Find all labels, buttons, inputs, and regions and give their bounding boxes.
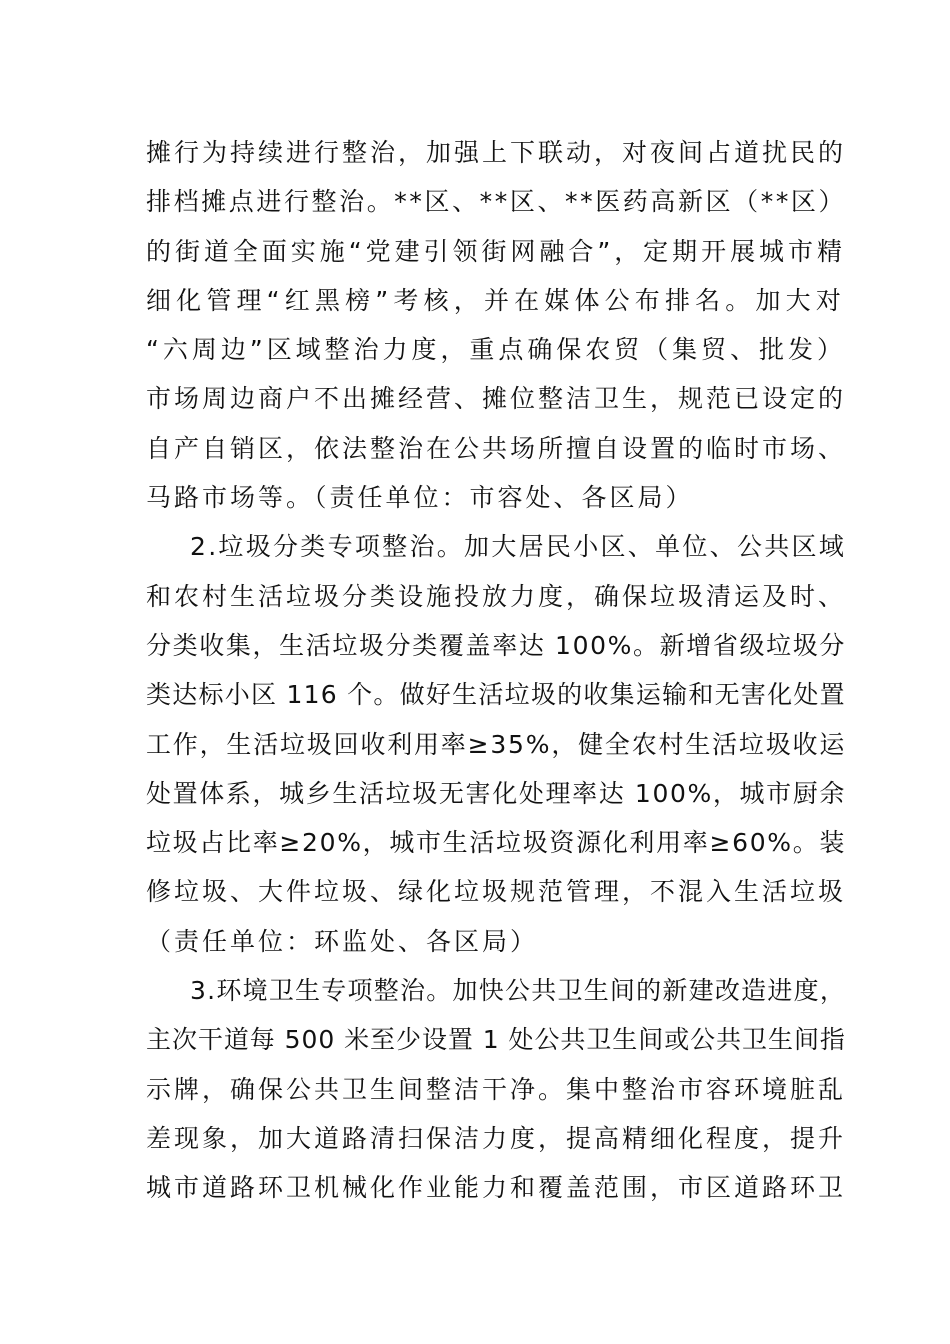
text-line: 工作，生活垃圾回收利用率≥35%，健全农村生活垃圾收运 bbox=[146, 729, 847, 759]
text-line: 分类收集，生活垃圾分类覆盖率达 100%。新增省级垃圾分 bbox=[146, 630, 847, 660]
text-line: 摊行为持续进行整治，加强上下联动，对夜间占道扰民的 bbox=[146, 138, 847, 167]
document-body bbox=[146, 128, 846, 1213]
text-line: 和农村生活垃圾分类设施投放力度，确保垃圾清运及时、 bbox=[146, 581, 847, 611]
text-line: 自产自销区，依法整治在公共场所擅自设置的临时市场、 bbox=[146, 433, 847, 463]
text-line: 排档摊点进行整治。**区、**区、**医药高新区（**区） bbox=[146, 187, 847, 217]
text-line: 类达标小区 116 个。做好生活垃圾的收集运输和无害化处置 bbox=[146, 680, 846, 710]
text-line: 马路市场等。（责任单位：市容处、各区局） bbox=[146, 483, 694, 513]
text-line: 处置体系，城乡生活垃圾无害化处理率达 100%，城市厨余 bbox=[146, 778, 847, 808]
text-line: 垃圾占比率≥20%，城市生活垃圾资源化利用率≥60%。装 bbox=[146, 828, 847, 858]
section-2-heading-line: 2.垃圾分类专项整治。加大居民小区、单位、公共区域 bbox=[190, 532, 847, 562]
text-line: “六周边”区域整治力度，重点确保农贸（集贸、批发） bbox=[146, 335, 846, 365]
text-line: 市场周边商户不出摊经营、摊位整洁卫生，规范已设定的 bbox=[146, 384, 847, 414]
text-line: 差现象，加大道路清扫保洁力度，提高精细化程度，提升 bbox=[146, 1123, 847, 1153]
text-line: 主次干道每 500 米至少设置 1 处公共卫生间或公共卫生间指 bbox=[146, 1025, 846, 1055]
text-line: （责任单位：环监处、各区局） bbox=[146, 926, 539, 956]
text-line: 的街道全面实施“党建引领街网融合”，定期开展城市精 bbox=[146, 236, 846, 266]
section-3-heading-line: 3.环境卫生专项整治。加快公共卫生间的新建改造进度， bbox=[190, 976, 847, 1006]
text-line: 城市道路环卫机械化作业能力和覆盖范围，市区道路环卫 bbox=[146, 1173, 847, 1203]
text-line: 示牌，确保公共卫生间整洁干净。集中整治市容环境脏乱 bbox=[146, 1074, 847, 1104]
text-line: 细化管理“红黑榜”考核，并在媒体公布排名。加大对 bbox=[146, 285, 846, 315]
text-line: 修垃圾、大件垃圾、绿化垃圾规范管理，不混入生活垃圾 bbox=[146, 877, 847, 907]
